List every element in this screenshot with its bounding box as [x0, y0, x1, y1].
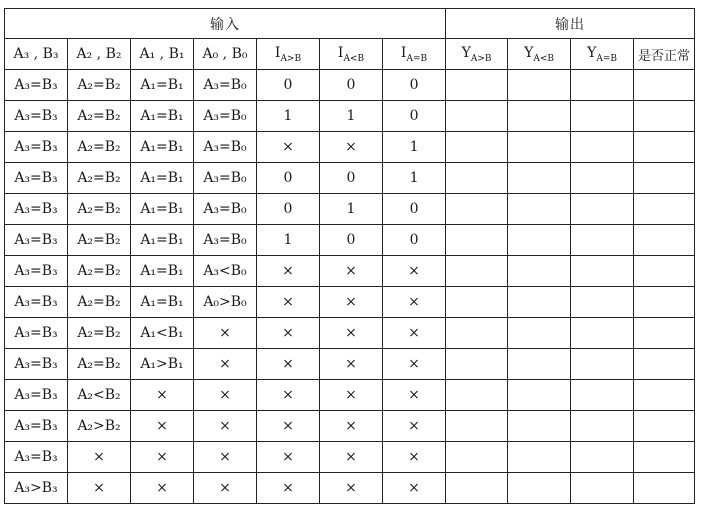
- input-cell: ×: [320, 132, 383, 163]
- output-cell: [634, 473, 695, 504]
- output-cell: [571, 318, 634, 349]
- output-cell: [571, 380, 634, 411]
- column-header-1: A₂ , B₂: [68, 39, 131, 70]
- output-cell: [634, 442, 695, 473]
- input-cell: A₂=B₂: [68, 318, 131, 349]
- input-cell: A₃=B₀: [194, 70, 257, 101]
- input-cell: A₂=B₂: [68, 225, 131, 256]
- output-cell: [571, 132, 634, 163]
- column-header-row: [5, 39, 695, 70]
- input-cell: A₃=B₃: [5, 442, 68, 473]
- output-cell: [446, 132, 508, 163]
- input-cell: A₂=B₂: [68, 70, 131, 101]
- input-cell: A₃=B₃: [5, 411, 68, 442]
- input-cell: A₁=B₁: [131, 287, 194, 318]
- column-header-10: 是否正常: [634, 39, 695, 70]
- output-cell: [446, 163, 508, 194]
- table-row: [5, 380, 695, 411]
- column-header-6: $I_{A=B}$: [383, 39, 446, 70]
- input-cell: ×: [320, 287, 383, 318]
- input-cell: A₃=B₀: [194, 163, 257, 194]
- input-cell: A₁=B₁: [131, 70, 194, 101]
- input-cell: ×: [68, 442, 131, 473]
- input-cell: A₁<B₁: [131, 318, 194, 349]
- input-cell: A₂>B₂: [68, 411, 131, 442]
- input-cell: 0: [383, 225, 446, 256]
- input-cell: ×: [320, 473, 383, 504]
- output-cell: [634, 163, 695, 194]
- input-cell: A₂=B₂: [68, 194, 131, 225]
- output-cell: [446, 256, 508, 287]
- input-cell: A₃=B₃: [5, 132, 68, 163]
- output-cell: [508, 101, 571, 132]
- output-cell: [634, 380, 695, 411]
- input-cell: 0: [320, 70, 383, 101]
- output-group-header: 输出: [446, 9, 695, 39]
- input-cell: A₂=B₂: [68, 287, 131, 318]
- column-header-0: A₃ , B₃: [5, 39, 68, 70]
- input-cell: ×: [194, 349, 257, 380]
- input-cell: 0: [257, 194, 320, 225]
- output-cell: [634, 225, 695, 256]
- input-cell: ×: [320, 318, 383, 349]
- input-cell: A₃=B₃: [5, 256, 68, 287]
- input-cell: ×: [257, 473, 320, 504]
- input-cell: 0: [257, 163, 320, 194]
- input-cell: 1: [320, 101, 383, 132]
- input-cell: ×: [131, 442, 194, 473]
- column-header-2: A₁ , B₁: [131, 39, 194, 70]
- input-cell: A₃>B₃: [5, 473, 68, 504]
- output-cell: [446, 380, 508, 411]
- input-cell: A₀>B₀: [194, 287, 257, 318]
- input-cell: ×: [320, 411, 383, 442]
- input-cell: ×: [383, 287, 446, 318]
- input-cell: A₃=B₃: [5, 163, 68, 194]
- output-cell: [446, 442, 508, 473]
- output-cell: [571, 349, 634, 380]
- output-cell: [634, 70, 695, 101]
- output-cell: [571, 163, 634, 194]
- output-cell: [508, 194, 571, 225]
- input-cell: ×: [257, 132, 320, 163]
- table-row: [5, 132, 695, 163]
- output-cell: [634, 349, 695, 380]
- input-cell: ×: [194, 380, 257, 411]
- output-cell: [508, 349, 571, 380]
- input-cell: 1: [383, 163, 446, 194]
- input-cell: ×: [383, 349, 446, 380]
- input-cell: ×: [194, 318, 257, 349]
- input-cell: A₁=B₁: [131, 194, 194, 225]
- input-cell: A₃=B₃: [5, 380, 68, 411]
- output-cell: [446, 287, 508, 318]
- table-row: [5, 256, 695, 287]
- output-cell: [508, 70, 571, 101]
- table-row: [5, 318, 695, 349]
- input-cell: ×: [320, 442, 383, 473]
- input-cell: ×: [131, 380, 194, 411]
- truth-table-container: [4, 8, 695, 504]
- input-cell: A₃=B₃: [5, 349, 68, 380]
- comparator-test-table: [4, 8, 695, 504]
- input-cell: ×: [320, 256, 383, 287]
- column-header-7: $Y_{A>B}$: [446, 39, 508, 70]
- input-cell: A₂=B₂: [68, 349, 131, 380]
- output-cell: [508, 225, 571, 256]
- input-cell: A₃=B₃: [5, 287, 68, 318]
- input-cell: ×: [257, 442, 320, 473]
- input-cell: ×: [257, 349, 320, 380]
- input-cell: A₃=B₀: [194, 101, 257, 132]
- input-cell: ×: [257, 287, 320, 318]
- input-cell: 1: [257, 101, 320, 132]
- column-header-9: $Y_{A=B}$: [571, 39, 634, 70]
- input-cell: A₁=B₁: [131, 256, 194, 287]
- input-cell: A₂<B₂: [68, 380, 131, 411]
- output-cell: [446, 473, 508, 504]
- input-cell: A₃=B₃: [5, 194, 68, 225]
- table-row: [5, 70, 695, 101]
- output-cell: [508, 287, 571, 318]
- output-cell: [446, 349, 508, 380]
- output-cell: [634, 287, 695, 318]
- output-cell: [508, 442, 571, 473]
- input-cell: 0: [320, 163, 383, 194]
- table-row: [5, 225, 695, 256]
- input-cell: ×: [257, 256, 320, 287]
- output-cell: [634, 318, 695, 349]
- input-cell: A₁=B₁: [131, 132, 194, 163]
- input-cell: ×: [194, 411, 257, 442]
- input-cell: ×: [257, 411, 320, 442]
- column-header-8: $Y_{A<B}$: [508, 39, 571, 70]
- input-cell: A₂=B₂: [68, 163, 131, 194]
- input-cell: ×: [131, 473, 194, 504]
- output-cell: [634, 132, 695, 163]
- input-cell: 0: [383, 101, 446, 132]
- output-cell: [571, 411, 634, 442]
- input-cell: A₁>B₁: [131, 349, 194, 380]
- input-cell: 1: [320, 194, 383, 225]
- output-cell: [508, 132, 571, 163]
- column-header-3: A₀ , B₀: [194, 39, 257, 70]
- output-cell: [508, 411, 571, 442]
- input-cell: 1: [383, 132, 446, 163]
- input-cell: A₂=B₂: [68, 132, 131, 163]
- input-cell: A₃=B₃: [5, 318, 68, 349]
- input-cell: 0: [383, 70, 446, 101]
- table-row: [5, 349, 695, 380]
- output-cell: [508, 380, 571, 411]
- output-cell: [571, 194, 634, 225]
- output-cell: [446, 194, 508, 225]
- input-cell: A₂=B₂: [68, 101, 131, 132]
- output-cell: [634, 411, 695, 442]
- table-row: [5, 411, 695, 442]
- input-cell: 0: [320, 225, 383, 256]
- input-cell: A₃=B₀: [194, 194, 257, 225]
- input-cell: A₂=B₂: [68, 256, 131, 287]
- output-cell: [446, 101, 508, 132]
- output-cell: [571, 442, 634, 473]
- output-cell: [508, 163, 571, 194]
- input-cell: ×: [383, 473, 446, 504]
- input-cell: A₃=B₃: [5, 225, 68, 256]
- input-group-header: 输入: [5, 9, 446, 39]
- table-body: [5, 70, 695, 504]
- output-cell: [508, 473, 571, 504]
- group-header-row: [5, 9, 695, 39]
- column-header-4: $I_{A>B}$: [257, 39, 320, 70]
- input-cell: ×: [68, 473, 131, 504]
- input-cell: ×: [383, 318, 446, 349]
- input-cell: 0: [383, 194, 446, 225]
- input-cell: A₁=B₁: [131, 225, 194, 256]
- input-cell: A₁=B₁: [131, 101, 194, 132]
- input-cell: A₃=B₀: [194, 132, 257, 163]
- output-cell: [446, 411, 508, 442]
- table-row: [5, 442, 695, 473]
- input-cell: 0: [257, 70, 320, 101]
- input-cell: A₃=B₀: [194, 225, 257, 256]
- input-cell: 1: [257, 225, 320, 256]
- input-cell: ×: [131, 411, 194, 442]
- input-cell: ×: [383, 256, 446, 287]
- input-cell: ×: [383, 380, 446, 411]
- output-cell: [571, 287, 634, 318]
- table-row: [5, 163, 695, 194]
- table-row: [5, 194, 695, 225]
- table-row: [5, 101, 695, 132]
- output-cell: [571, 256, 634, 287]
- output-cell: [508, 318, 571, 349]
- output-cell: [508, 256, 571, 287]
- input-cell: ×: [194, 442, 257, 473]
- output-cell: [446, 318, 508, 349]
- column-header-5: $I_{A<B}$: [320, 39, 383, 70]
- input-cell: ×: [257, 318, 320, 349]
- output-cell: [571, 70, 634, 101]
- output-cell: [571, 473, 634, 504]
- input-cell: A₃=B₃: [5, 101, 68, 132]
- output-cell: [446, 70, 508, 101]
- input-cell: A₃<B₀: [194, 256, 257, 287]
- input-cell: A₃=B₃: [5, 70, 68, 101]
- output-cell: [634, 101, 695, 132]
- input-cell: ×: [383, 411, 446, 442]
- output-cell: [571, 225, 634, 256]
- output-cell: [446, 225, 508, 256]
- input-cell: ×: [383, 442, 446, 473]
- input-cell: ×: [320, 380, 383, 411]
- output-cell: [634, 194, 695, 225]
- input-cell: ×: [320, 349, 383, 380]
- input-cell: ×: [257, 380, 320, 411]
- output-cell: [634, 256, 695, 287]
- input-cell: ×: [194, 473, 257, 504]
- input-cell: A₁=B₁: [131, 163, 194, 194]
- table-row: [5, 287, 695, 318]
- table-row: [5, 473, 695, 504]
- output-cell: [571, 101, 634, 132]
